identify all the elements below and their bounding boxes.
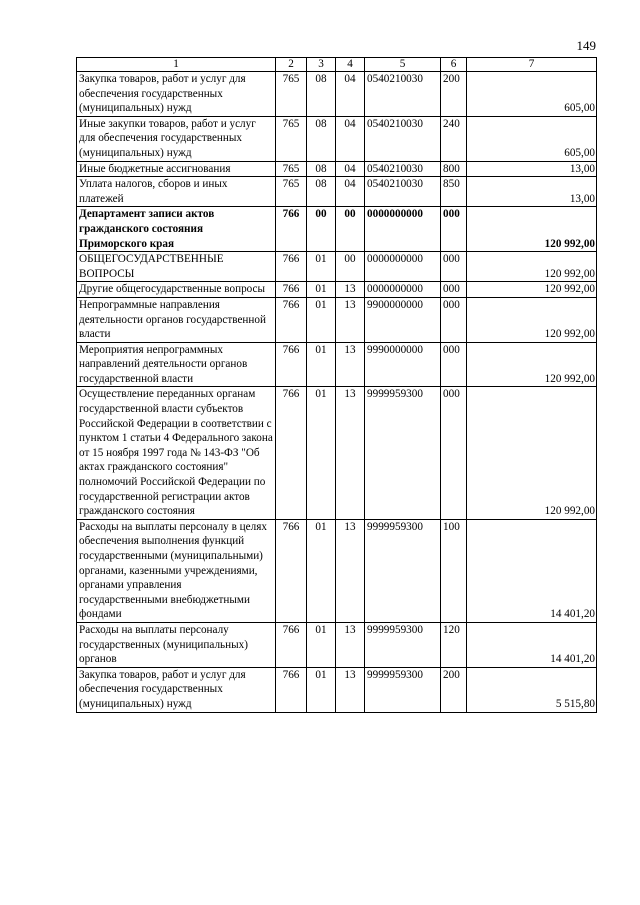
cell-amount: 5 515,80 bbox=[467, 667, 597, 712]
table-row bbox=[77, 252, 597, 282]
cell-item-name: Уплата налогов, сборов и иных платежей bbox=[77, 177, 276, 207]
cell-target-article-code: 9900000000 bbox=[365, 297, 441, 342]
cell-target-article-code: 0000000000 bbox=[365, 252, 441, 282]
cell-subsection-code: 04 bbox=[336, 177, 365, 207]
cell-expense-type-code: 000 bbox=[441, 207, 467, 252]
cell-section-code: 00 bbox=[307, 207, 336, 252]
cell-item-name: Расходы на выплаты персоналу государственных (муниципальных) органов bbox=[77, 622, 276, 667]
table-row bbox=[77, 622, 597, 667]
cell-target-article-code: 9999959300 bbox=[365, 519, 441, 622]
cell-section-code: 01 bbox=[307, 519, 336, 622]
cell-section-code: 08 bbox=[307, 177, 336, 207]
cell-subsection-code: 13 bbox=[336, 282, 365, 298]
cell-item-name: Расходы на выплаты персоналу в целях обеспечения выполнения функций государственными (муниципальными) органами, казенными учреждениями, органами управления государственными внебюджетными фондами bbox=[77, 519, 276, 622]
cell-target-article-code: 0540210030 bbox=[365, 161, 441, 177]
cell-target-article-code: 0000000000 bbox=[365, 282, 441, 298]
table-row bbox=[77, 519, 597, 622]
cell-target-article-code: 9999959300 bbox=[365, 387, 441, 519]
cell-item-name: Осуществление переданных органам государственной власти субъектов Российской Федерации в соответствии с пунктом 1 статьи 4 Федерального закона от 15 ноября 1997 года № 143-ФЗ "Об актах гражданского состояния" полномочий Российской Федерации по государственной регистрации актов гражданского состояния bbox=[77, 387, 276, 519]
cell-ministry-code: 766 bbox=[276, 282, 307, 298]
cell-subsection-code: 13 bbox=[336, 519, 365, 622]
cell-subsection-code: 00 bbox=[336, 252, 365, 282]
cell-ministry-code: 766 bbox=[276, 342, 307, 387]
cell-item-name: Закупка товаров, работ и услуг для обеспечения государственных (муниципальных) нужд bbox=[77, 72, 276, 117]
cell-section-code: 01 bbox=[307, 297, 336, 342]
cell-expense-type-code: 200 bbox=[441, 667, 467, 712]
cell-amount: 14 401,20 bbox=[467, 622, 597, 667]
cell-expense-type-code: 000 bbox=[441, 297, 467, 342]
cell-section-code: 01 bbox=[307, 387, 336, 519]
table-row bbox=[77, 177, 597, 207]
cell-expense-type-code: 800 bbox=[441, 161, 467, 177]
cell-expense-type-code: 200 bbox=[441, 72, 467, 117]
cell-ministry-code: 765 bbox=[276, 72, 307, 117]
cell-subsection-code: 04 bbox=[336, 72, 365, 117]
cell-expense-type-code: 850 bbox=[441, 177, 467, 207]
cell-section-code: 08 bbox=[307, 116, 336, 161]
cell-amount: 14 401,20 bbox=[467, 519, 597, 622]
table-row bbox=[77, 72, 597, 117]
cell-expense-type-code: 100 bbox=[441, 519, 467, 622]
cell-target-article-code: 0540210030 bbox=[365, 72, 441, 117]
cell-amount: 13,00 bbox=[467, 177, 597, 207]
cell-item-name: ОБЩЕГОСУДАРСТВЕННЫЕ ВОПРОСЫ bbox=[77, 252, 276, 282]
cell-target-article-code: 0540210030 bbox=[365, 116, 441, 161]
column-header: 5 bbox=[365, 58, 441, 72]
cell-target-article-code: 0540210030 bbox=[365, 177, 441, 207]
cell-subsection-code: 13 bbox=[336, 297, 365, 342]
cell-ministry-code: 766 bbox=[276, 667, 307, 712]
cell-ministry-code: 765 bbox=[276, 177, 307, 207]
cell-amount: 120 992,00 bbox=[467, 207, 597, 252]
cell-item-name: Департамент записи актов гражданского состояния Приморского края bbox=[77, 207, 276, 252]
cell-ministry-code: 765 bbox=[276, 116, 307, 161]
cell-ministry-code: 766 bbox=[276, 519, 307, 622]
column-header: 6 bbox=[441, 58, 467, 72]
cell-section-code: 08 bbox=[307, 161, 336, 177]
cell-target-article-code: 9990000000 bbox=[365, 342, 441, 387]
cell-amount: 13,00 bbox=[467, 161, 597, 177]
table-row bbox=[77, 207, 597, 252]
cell-item-name: Закупка товаров, работ и услуг для обеспечения государственных (муниципальных) нужд bbox=[77, 667, 276, 712]
cell-ministry-code: 766 bbox=[276, 252, 307, 282]
cell-subsection-code: 13 bbox=[336, 622, 365, 667]
table-row bbox=[77, 387, 597, 519]
cell-amount: 120 992,00 bbox=[467, 282, 597, 298]
table-row bbox=[77, 667, 597, 712]
cell-ministry-code: 765 bbox=[276, 161, 307, 177]
cell-ministry-code: 766 bbox=[276, 387, 307, 519]
table-header-row bbox=[77, 58, 597, 72]
cell-target-article-code: 0000000000 bbox=[365, 207, 441, 252]
cell-section-code: 01 bbox=[307, 622, 336, 667]
table-row bbox=[77, 282, 597, 298]
cell-amount: 605,00 bbox=[467, 72, 597, 117]
column-header: 7 bbox=[467, 58, 597, 72]
cell-ministry-code: 766 bbox=[276, 297, 307, 342]
cell-target-article-code: 9999959300 bbox=[365, 622, 441, 667]
cell-target-article-code: 9999959300 bbox=[365, 667, 441, 712]
cell-expense-type-code: 000 bbox=[441, 252, 467, 282]
cell-subsection-code: 04 bbox=[336, 161, 365, 177]
cell-item-name: Другие общегосударственные вопросы bbox=[77, 282, 276, 298]
page-number: 149 bbox=[576, 38, 596, 53]
cell-amount: 605,00 bbox=[467, 116, 597, 161]
cell-subsection-code: 04 bbox=[336, 116, 365, 161]
table-row bbox=[77, 161, 597, 177]
cell-ministry-code: 766 bbox=[276, 622, 307, 667]
table-row bbox=[77, 116, 597, 161]
cell-item-name: Иные закупки товаров, работ и услуг для обеспечения государственных (муниципальных) нужд bbox=[77, 116, 276, 161]
cell-amount: 120 992,00 bbox=[467, 297, 597, 342]
cell-amount: 120 992,00 bbox=[467, 387, 597, 519]
cell-item-name: Мероприятия непрограммных направлений деятельности органов государственной власти bbox=[77, 342, 276, 387]
cell-section-code: 08 bbox=[307, 72, 336, 117]
cell-section-code: 01 bbox=[307, 282, 336, 298]
cell-amount: 120 992,00 bbox=[467, 252, 597, 282]
cell-expense-type-code: 000 bbox=[441, 342, 467, 387]
cell-subsection-code: 13 bbox=[336, 387, 365, 519]
cell-amount: 120 992,00 bbox=[467, 342, 597, 387]
cell-subsection-code: 13 bbox=[336, 667, 365, 712]
column-header: 3 bbox=[307, 58, 336, 72]
column-header: 1 bbox=[77, 58, 276, 72]
cell-expense-type-code: 000 bbox=[441, 387, 467, 519]
cell-section-code: 01 bbox=[307, 252, 336, 282]
cell-subsection-code: 13 bbox=[336, 342, 365, 387]
cell-section-code: 01 bbox=[307, 342, 336, 387]
cell-section-code: 01 bbox=[307, 667, 336, 712]
cell-item-name: Иные бюджетные ассигнования bbox=[77, 161, 276, 177]
table-row bbox=[77, 297, 597, 342]
cell-expense-type-code: 240 bbox=[441, 116, 467, 161]
column-header: 4 bbox=[336, 58, 365, 72]
cell-item-name: Непрограммные направления деятельности органов государственной власти bbox=[77, 297, 276, 342]
cell-expense-type-code: 000 bbox=[441, 282, 467, 298]
cell-subsection-code: 00 bbox=[336, 207, 365, 252]
table-row bbox=[77, 342, 597, 387]
cell-ministry-code: 766 bbox=[276, 207, 307, 252]
budget-table bbox=[76, 57, 597, 713]
column-header: 2 bbox=[276, 58, 307, 72]
cell-expense-type-code: 120 bbox=[441, 622, 467, 667]
